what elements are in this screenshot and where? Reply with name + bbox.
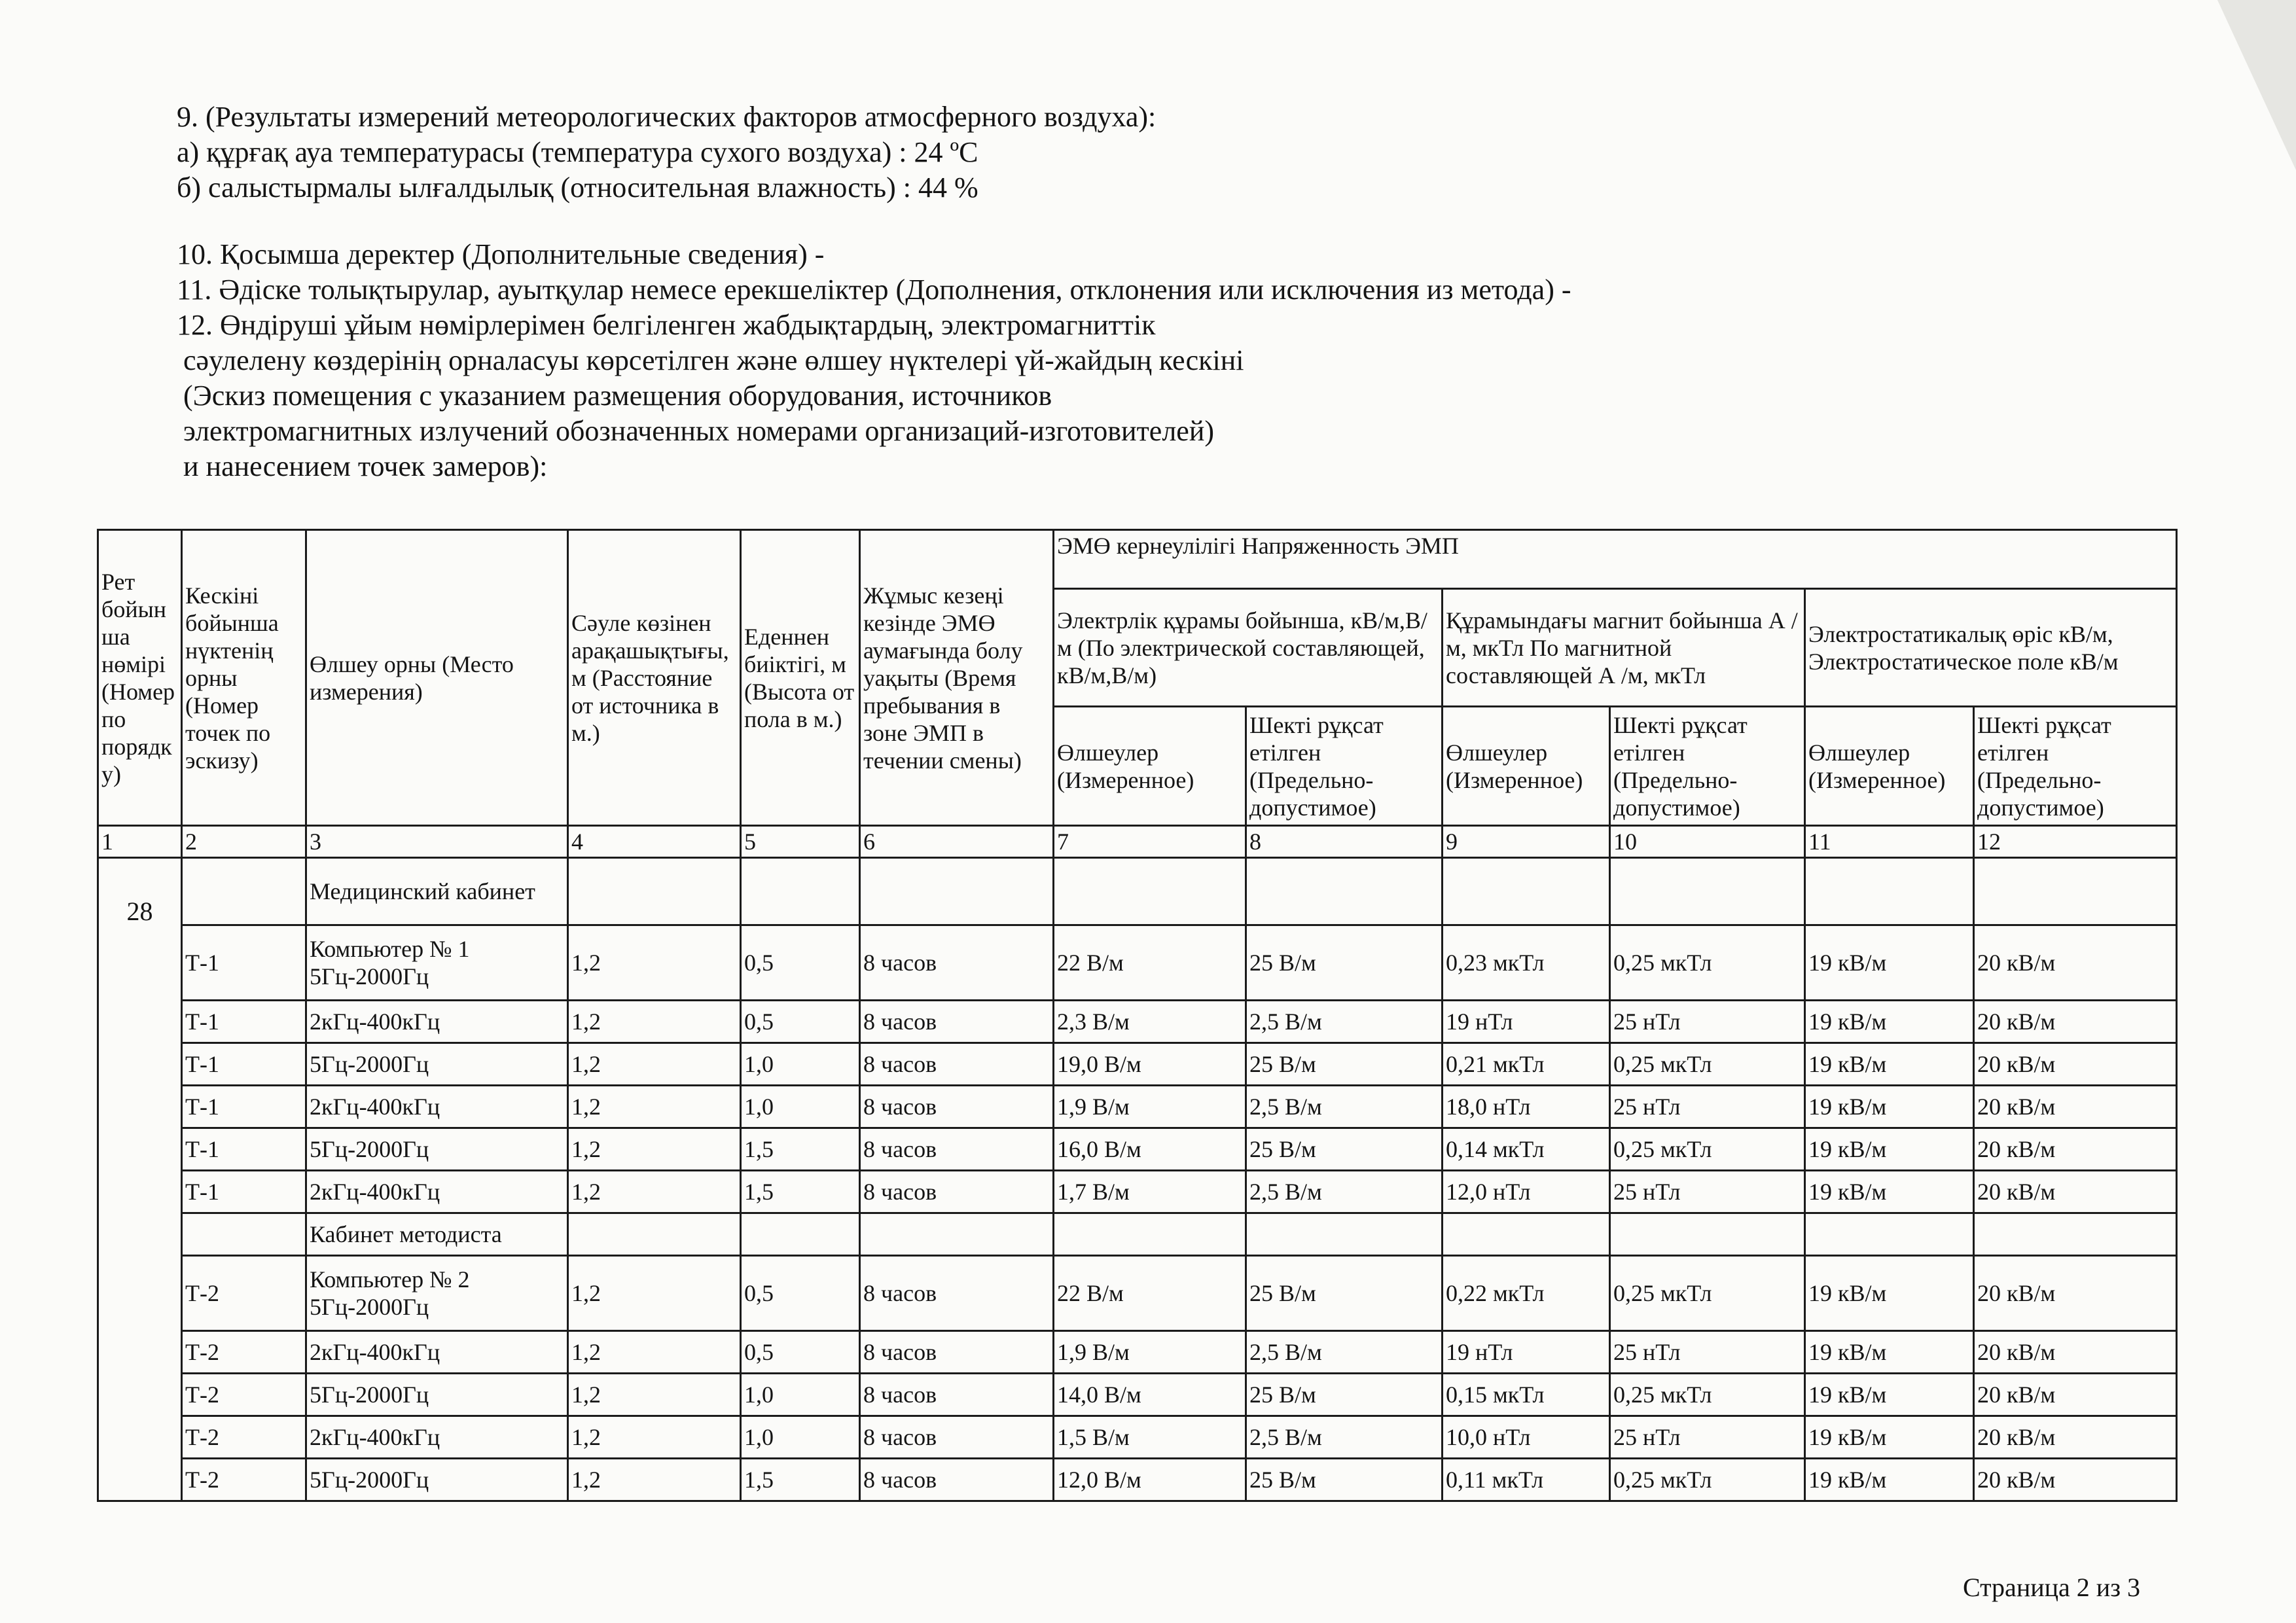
height-cell: 0,5 xyxy=(741,1256,860,1331)
header-sketch-point: Кескіні бойынша нүктенің орны (Номер точек по эскизу) xyxy=(182,530,306,826)
height-cell: 0,5 xyxy=(741,925,860,1001)
electric-measured-cell: 1,9 В/м xyxy=(1054,1086,1246,1128)
section-row xyxy=(98,858,2177,925)
electrostatic-measured-cell: 19 кВ/м xyxy=(1805,1256,1974,1331)
distance-cell: 1,2 xyxy=(568,1256,741,1331)
magnetic-limit-cell: 25 нТл xyxy=(1610,1416,1805,1459)
electric-limit-cell: 25 В/м xyxy=(1246,1128,1443,1171)
paragraph-12-line-3: (Эскиз помещения с указанием размещения оборудования, источников xyxy=(183,380,1052,412)
column-number: 5 xyxy=(741,826,860,858)
magnetic-measured-cell: 0,22 мкТл xyxy=(1443,1256,1610,1331)
column-number-row xyxy=(98,826,2177,858)
header-electric-measured: Өлшеулер (Измеренное) xyxy=(1054,707,1246,826)
height-cell: 1,5 xyxy=(741,1171,860,1213)
time-cell: 8 часов xyxy=(860,1128,1054,1171)
electric-limit-cell: 2,5 В/м xyxy=(1246,1086,1443,1128)
distance-cell: 1,2 xyxy=(568,925,741,1001)
electrostatic-limit-cell: 20 кВ/м xyxy=(1974,1001,2177,1043)
emf-measurement-table xyxy=(97,529,2178,1502)
point-cell: Т-1 xyxy=(182,1171,306,1213)
time-cell: 8 часов xyxy=(860,1171,1054,1213)
time-cell: 8 часов xyxy=(860,1416,1054,1459)
header-height: Еденнен биіктігі, м (Высота от пола в м.) xyxy=(741,530,860,826)
distance-cell: 1,2 xyxy=(568,1459,741,1501)
electrostatic-measured-cell: 19 кВ/м xyxy=(1805,1459,1974,1501)
table-row xyxy=(98,1374,2177,1416)
point-cell: Т-2 xyxy=(182,1459,306,1501)
magnetic-measured-cell: 0,14 мкТл xyxy=(1443,1128,1610,1171)
electric-limit-cell: 25 В/м xyxy=(1246,1374,1443,1416)
magnetic-limit-cell: 25 нТл xyxy=(1610,1086,1805,1128)
distance-cell: 1,2 xyxy=(568,1043,741,1086)
electric-measured-cell: 1,5 В/м xyxy=(1054,1416,1246,1459)
header-magnetic-permissible: Шекті рұқсат етілген (Предельно-допустимое) xyxy=(1610,707,1805,826)
header-measurement-place: Өлшеу орны (Место измерения) xyxy=(306,530,568,826)
magnetic-measured-cell: 0,23 мкТл xyxy=(1443,925,1610,1001)
electric-limit-cell: 25 В/м xyxy=(1246,1459,1443,1501)
column-number: 9 xyxy=(1443,826,1610,858)
header-electric-permissible: Шекті рұқсат етілген (Предельно-допустимое) xyxy=(1246,707,1443,826)
place-cell: 5Гц-2000Гц xyxy=(306,1128,568,1171)
distance-cell: 1,2 xyxy=(568,1416,741,1459)
magnetic-limit-cell: 25 нТл xyxy=(1610,1331,1805,1374)
point-cell: Т-1 xyxy=(182,1001,306,1043)
table-row xyxy=(98,1001,2177,1043)
point-cell: Т-1 xyxy=(182,1043,306,1086)
distance-cell: 1,2 xyxy=(568,1001,741,1043)
electrostatic-limit-cell: 20 кВ/м xyxy=(1974,925,2177,1001)
column-number: 7 xyxy=(1054,826,1246,858)
magnetic-limit-cell: 25 нТл xyxy=(1610,1001,1805,1043)
electrostatic-measured-cell: 19 кВ/м xyxy=(1805,1128,1974,1171)
distance-cell: 1,2 xyxy=(568,1171,741,1213)
magnetic-measured-cell: 12,0 нТл xyxy=(1443,1171,1610,1213)
time-cell: 8 часов xyxy=(860,1331,1054,1374)
time-cell: 8 часов xyxy=(860,1374,1054,1416)
magnetic-measured-cell: 0,15 мкТл xyxy=(1443,1374,1610,1416)
section-row xyxy=(98,1213,2177,1256)
point-cell: Т-2 xyxy=(182,1416,306,1459)
table-row xyxy=(98,1416,2177,1459)
point-cell: Т-2 xyxy=(182,1331,306,1374)
electrostatic-limit-cell: 20 кВ/м xyxy=(1974,1043,2177,1086)
electric-measured-cell: 16,0 В/м xyxy=(1054,1128,1246,1171)
distance-cell: 1,2 xyxy=(568,1128,741,1171)
magnetic-measured-cell: 19 нТл xyxy=(1443,1331,1610,1374)
table-row xyxy=(98,1086,2177,1128)
electrostatic-limit-cell: 20 кВ/м xyxy=(1974,1374,2177,1416)
place-cell: 2кГц-400кГц xyxy=(306,1086,568,1128)
time-cell: 8 часов xyxy=(860,1256,1054,1331)
report-paragraphs xyxy=(177,99,1944,484)
electrostatic-measured-cell: 19 кВ/м xyxy=(1805,1086,1974,1128)
place-cell: Компьютер № 1 5Гц-2000Гц xyxy=(306,925,568,1001)
column-number: 4 xyxy=(568,826,741,858)
electrostatic-limit-cell: 20 кВ/м xyxy=(1974,1331,2177,1374)
paragraph-12-line-5: и нанесением точек замеров): xyxy=(183,450,548,482)
electric-measured-cell: 22 В/м xyxy=(1054,1256,1246,1331)
distance-cell: 1,2 xyxy=(568,1331,741,1374)
folded-corner xyxy=(2217,0,2296,170)
electric-limit-cell: 2,5 В/м xyxy=(1246,1171,1443,1213)
table-cell xyxy=(182,858,306,925)
header-distance: Сәуле көзінен арақашықтығы, м (Расстояние от источника в м.) xyxy=(568,530,741,826)
electrostatic-limit-cell: 20 кВ/м xyxy=(1974,1171,2177,1213)
magnetic-measured-cell: 19 нТл xyxy=(1443,1001,1610,1043)
point-cell: Т-1 xyxy=(182,1086,306,1128)
place-cell: 5Гц-2000Гц xyxy=(306,1374,568,1416)
point-cell: Т-2 xyxy=(182,1374,306,1416)
electric-measured-cell: 19,0 В/м xyxy=(1054,1043,1246,1086)
table-row xyxy=(98,1331,2177,1374)
electrostatic-limit-cell: 20 кВ/м xyxy=(1974,1416,2177,1459)
paragraph-11: 11. Әдіске толықтырулар, ауытқулар немесе ерекшеліктер (Дополнения, отклонения или исключения из метода) - xyxy=(177,274,1571,306)
height-cell: 1,0 xyxy=(741,1374,860,1416)
electric-measured-cell: 12,0 В/м xyxy=(1054,1459,1246,1501)
column-number: 6 xyxy=(860,826,1054,858)
place-cell: 5Гц-2000Гц xyxy=(306,1459,568,1501)
electric-limit-cell: 2,5 В/м xyxy=(1246,1331,1443,1374)
time-cell: 8 часов xyxy=(860,1459,1054,1501)
point-cell: Т-2 xyxy=(182,1256,306,1331)
height-cell: 1,0 xyxy=(741,1086,860,1128)
place-cell: 2кГц-400кГц xyxy=(306,1331,568,1374)
electrostatic-measured-cell: 19 кВ/м xyxy=(1805,1374,1974,1416)
time-cell: 8 часов xyxy=(860,1001,1054,1043)
header-electrostatic-measured: Өлшеулер (Измеренное) xyxy=(1805,707,1974,826)
place-cell: 2кГц-400кГц xyxy=(306,1171,568,1213)
electrostatic-limit-cell: 20 кВ/м xyxy=(1974,1086,2177,1128)
electric-limit-cell: 2,5 В/м xyxy=(1246,1001,1443,1043)
electrostatic-limit-cell: 20 кВ/м xyxy=(1974,1256,2177,1331)
electric-measured-cell: 22 В/м xyxy=(1054,925,1246,1001)
column-number: 2 xyxy=(182,826,306,858)
column-number: 1 xyxy=(98,826,182,858)
electric-limit-cell: 25 В/м xyxy=(1246,925,1443,1001)
magnetic-limit-cell: 0,25 мкТл xyxy=(1610,1043,1805,1086)
table-row xyxy=(98,1128,2177,1171)
table-row xyxy=(98,1459,2177,1501)
paragraph-12-line-1: 12. Өндіруші ұйым нөмірлерімен белгіленген жабдықтардың, электромагниттік xyxy=(177,309,1156,341)
electric-measured-cell: 2,3 В/м xyxy=(1054,1001,1246,1043)
paragraph-9a: а) құрғақ ауа температурасы (температура сухого воздуха) : 24 ºС xyxy=(177,136,978,168)
height-cell: 1,0 xyxy=(741,1043,860,1086)
magnetic-limit-cell: 25 нТл xyxy=(1610,1171,1805,1213)
magnetic-measured-cell: 10,0 нТл xyxy=(1443,1416,1610,1459)
paragraph-12-line-4: электромагнитных излучений обозначенных номерами организаций-изготовителей) xyxy=(183,415,1215,447)
electric-measured-cell: 1,9 В/м xyxy=(1054,1331,1246,1374)
electrostatic-measured-cell: 19 кВ/м xyxy=(1805,1171,1974,1213)
electric-limit-cell: 2,5 В/м xyxy=(1246,1416,1443,1459)
table-row xyxy=(98,1256,2177,1331)
header-electrostatic-permissible: Шекті рұқсат етілген (Предельно-допустимое) xyxy=(1974,707,2177,826)
column-number: 11 xyxy=(1805,826,1974,858)
electric-limit-cell: 25 В/м xyxy=(1246,1043,1443,1086)
time-cell: 8 часов xyxy=(860,1086,1054,1128)
header-exposure-time: Жұмыс кезеңі кезінде ЭМӨ аумағында болу уақыты (Время пребывания в зоне ЭМП в течении смены) xyxy=(860,530,1054,826)
place-cell: Компьютер № 2 5Гц-2000Гц xyxy=(306,1256,568,1331)
point-cell: Т-1 xyxy=(182,925,306,1001)
magnetic-limit-cell: 0,25 мкТл xyxy=(1610,1459,1805,1501)
magnetic-limit-cell: 0,25 мкТл xyxy=(1610,1374,1805,1416)
section-title: Медицинский кабинет xyxy=(306,858,568,925)
page-number: Страница 2 из 3 xyxy=(1962,1573,2140,1602)
column-number: 3 xyxy=(306,826,568,858)
header-emf-intensity: ЭМӨ кернеулілігі Напряженность ЭМП xyxy=(1054,530,2177,589)
magnetic-limit-cell: 0,25 мкТл xyxy=(1610,1256,1805,1331)
distance-cell: 1,2 xyxy=(568,1086,741,1128)
header-magnetic-component: Құрамындағы магнит бойынша А /м, мкТл По магнитной составляющей А /м, мкТл xyxy=(1443,589,1805,707)
time-cell: 8 часов xyxy=(860,1043,1054,1086)
point-cell: Т-1 xyxy=(182,1128,306,1171)
magnetic-measured-cell: 0,11 мкТл xyxy=(1443,1459,1610,1501)
height-cell: 1,0 xyxy=(741,1416,860,1459)
electrostatic-measured-cell: 19 кВ/м xyxy=(1805,1001,1974,1043)
table-cell xyxy=(182,1213,306,1256)
place-cell: 2кГц-400кГц xyxy=(306,1416,568,1459)
header-electric-component: Электрлік құрамы бойынша, кВ/м,В/м (По электрической составляющей, кВ/м,В/м) xyxy=(1054,589,1443,707)
paragraph-12-line-2: сәулелену көздерінің орналасуы көрсетілген және өлшеу нүктелері үй-жайдың кескіні xyxy=(183,344,1244,376)
electric-limit-cell: 25 В/м xyxy=(1246,1256,1443,1331)
column-number: 8 xyxy=(1246,826,1443,858)
electric-measured-cell: 1,7 В/м xyxy=(1054,1171,1246,1213)
magnetic-measured-cell: 0,21 мкТл xyxy=(1443,1043,1610,1086)
paragraph-9: 9. (Результаты измерений метеорологических факторов атмосферного воздуха): xyxy=(177,101,1157,133)
paragraph-9b: б) салыстырмалы ылғалдылық (относительная влажность) : 44 % xyxy=(177,171,978,204)
height-cell: 0,5 xyxy=(741,1001,860,1043)
header-order-number: Рет бойын ша нөмірі (Номер по порядк у) xyxy=(98,530,182,826)
header-electrostatic-field: Электростатикалық өріс кВ/м, Электростатическое поле кВ/м xyxy=(1805,589,2177,707)
table-row xyxy=(98,1043,2177,1086)
distance-cell: 1,2 xyxy=(568,1374,741,1416)
height-cell: 1,5 xyxy=(741,1459,860,1501)
column-number: 12 xyxy=(1974,826,2177,858)
paragraph-10: 10. Қосымша деректер (Дополнительные сведения) - xyxy=(177,238,825,270)
height-cell: 0,5 xyxy=(741,1331,860,1374)
time-cell: 8 часов xyxy=(860,925,1054,1001)
magnetic-measured-cell: 18,0 нТл xyxy=(1443,1086,1610,1128)
magnetic-limit-cell: 0,25 мкТл xyxy=(1610,1128,1805,1171)
height-cell: 1,5 xyxy=(741,1128,860,1171)
magnetic-limit-cell: 0,25 мкТл xyxy=(1610,925,1805,1001)
electrostatic-limit-cell: 20 кВ/м xyxy=(1974,1128,2177,1171)
electric-measured-cell: 14,0 В/м xyxy=(1054,1374,1246,1416)
electrostatic-measured-cell: 19 кВ/м xyxy=(1805,1043,1974,1086)
section-title: Кабинет методиста xyxy=(306,1213,568,1256)
table-row xyxy=(98,925,2177,1001)
header-magnetic-measured: Өлшеулер (Измеренное) xyxy=(1443,707,1610,826)
column-number: 10 xyxy=(1610,826,1805,858)
table-row xyxy=(98,1171,2177,1213)
row-order-number: 28 xyxy=(98,858,182,1501)
electrostatic-limit-cell: 20 кВ/м xyxy=(1974,1459,2177,1501)
place-cell: 5Гц-2000Гц xyxy=(306,1043,568,1086)
electrostatic-measured-cell: 19 кВ/м xyxy=(1805,925,1974,1001)
electrostatic-measured-cell: 19 кВ/м xyxy=(1805,1331,1974,1374)
place-cell: 2кГц-400кГц xyxy=(306,1001,568,1043)
electrostatic-measured-cell: 19 кВ/м xyxy=(1805,1416,1974,1459)
